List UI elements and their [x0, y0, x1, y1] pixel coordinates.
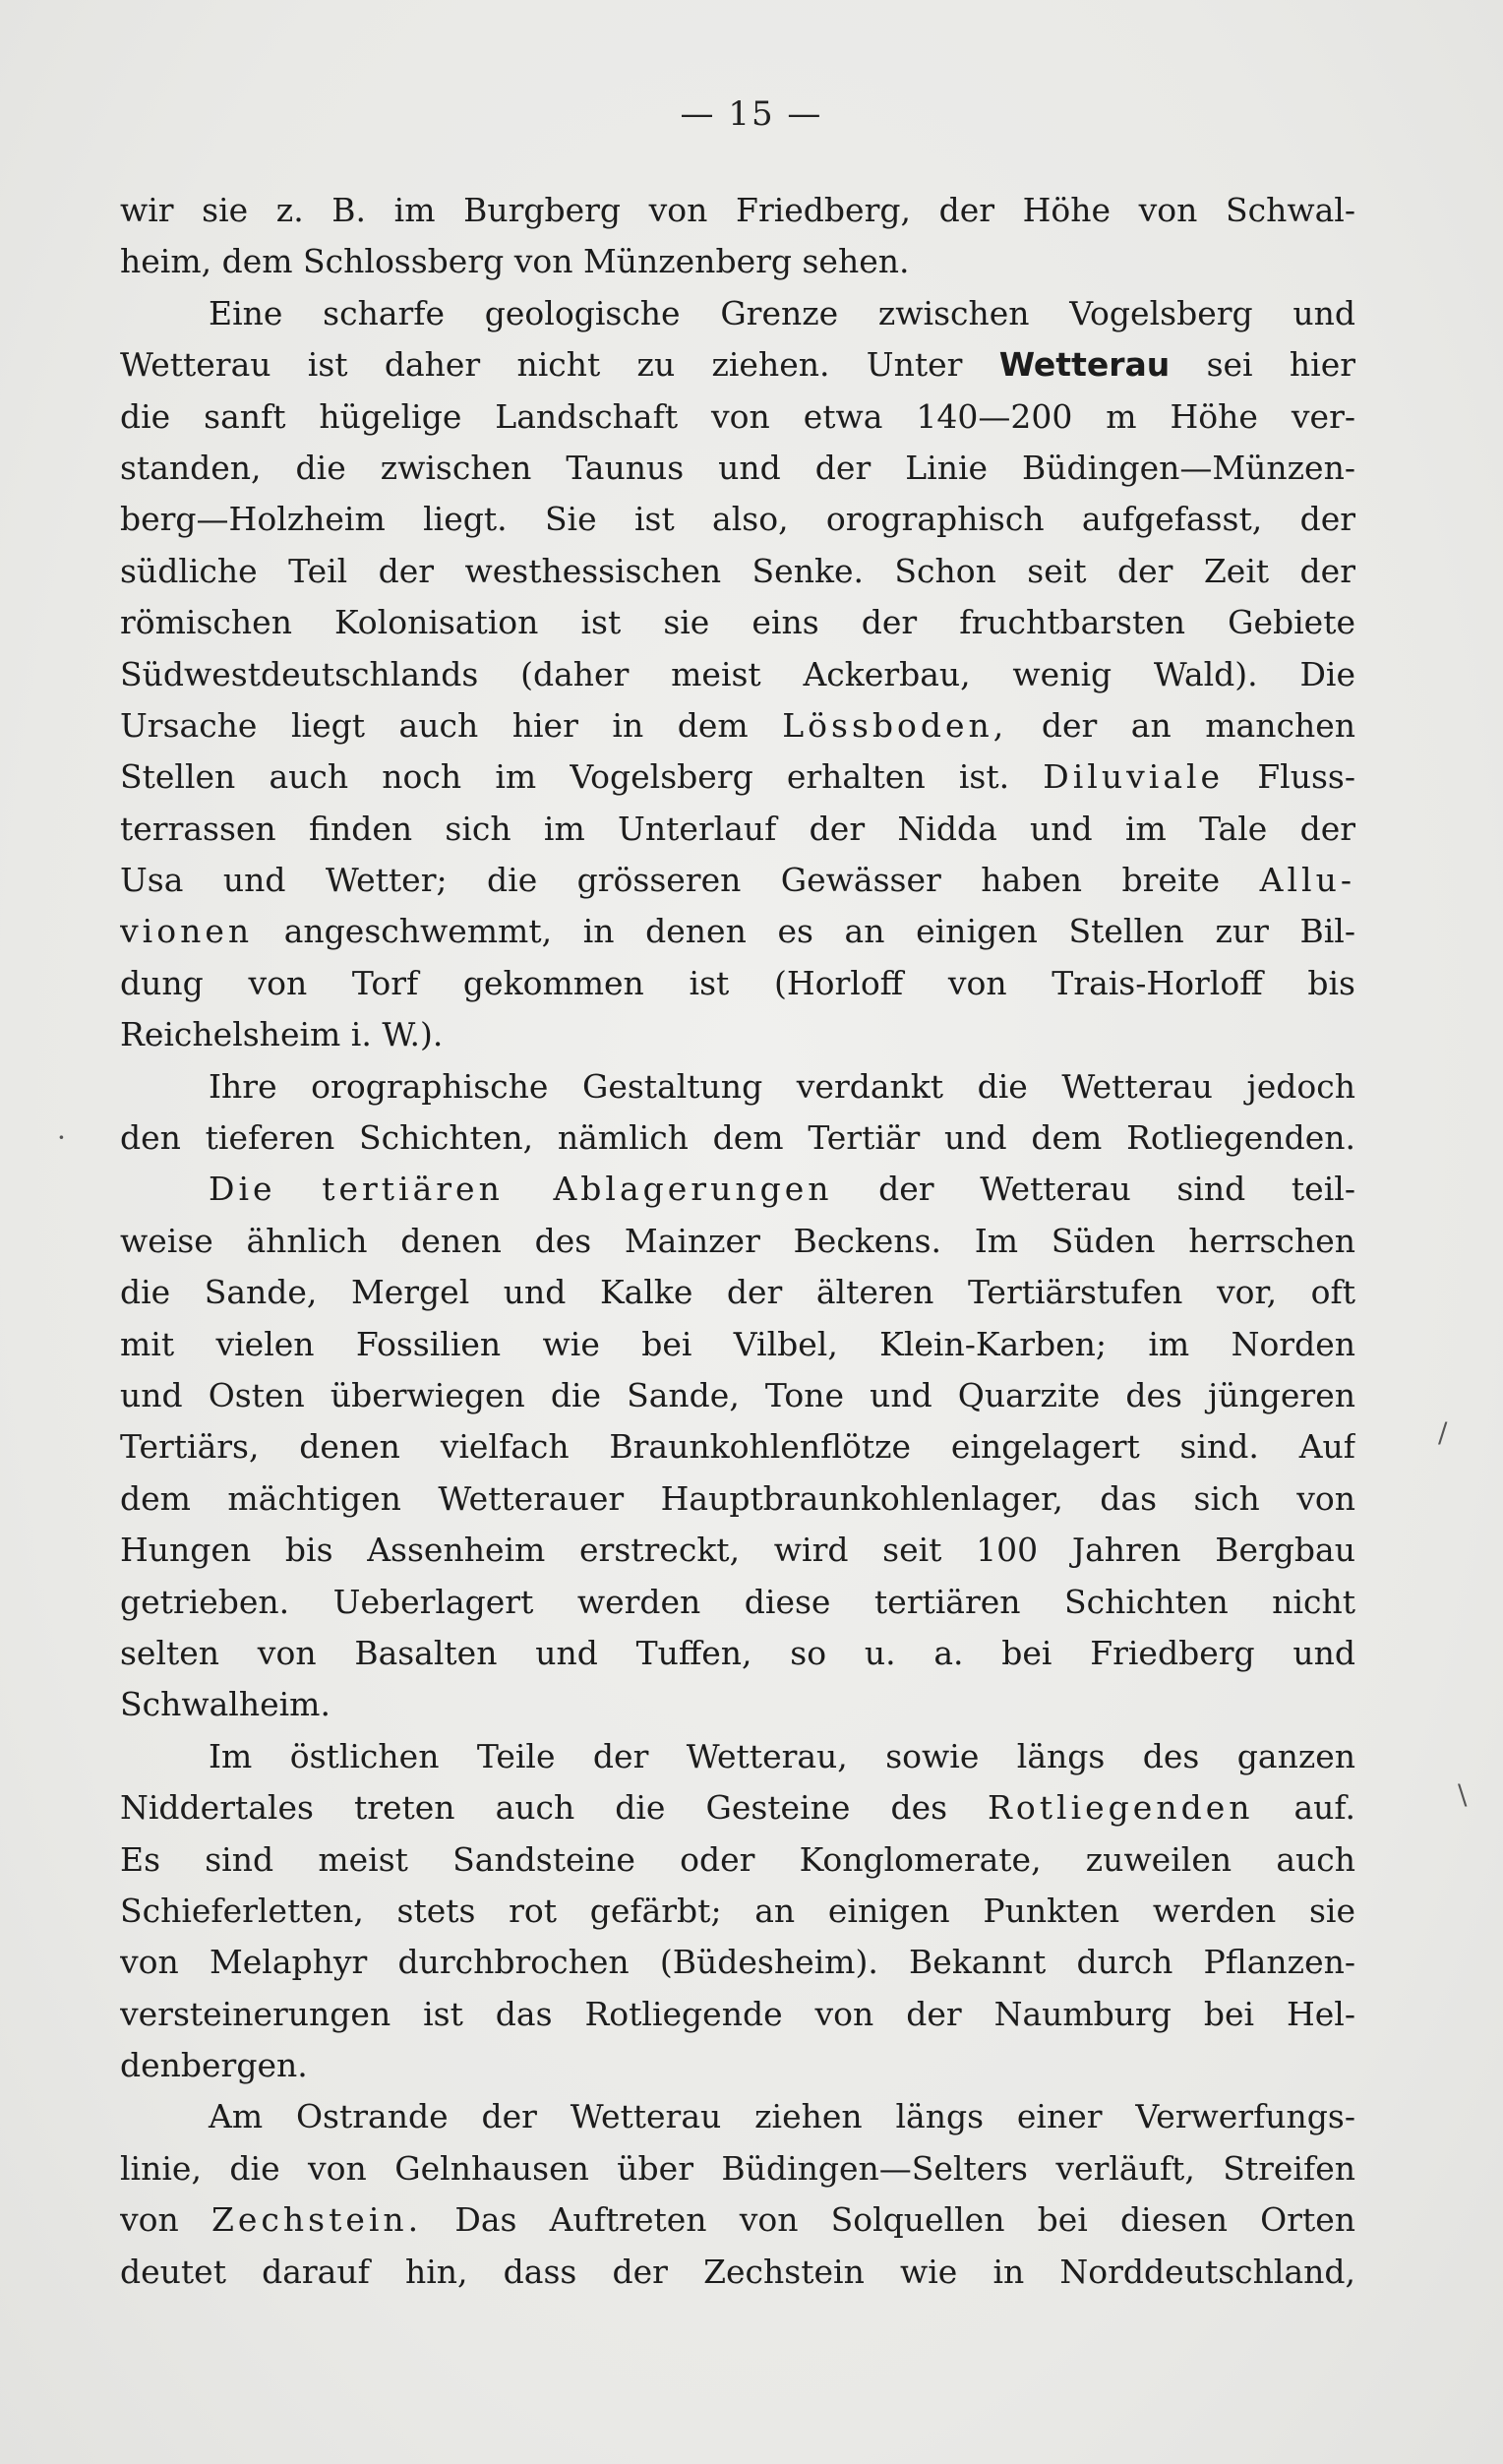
- text-line: römischen Kolonisation ist sie eins der fruchtbarsten Gebiete: [120, 603, 1355, 642]
- text-segment: Die: [209, 1170, 276, 1209]
- emphasis-term: Lössboden,: [782, 705, 1008, 745]
- text-segment: Stellen auch noch im Vogelsberg erhalten ist.: [120, 757, 1010, 797]
- text-line: deutet darauf hin, dass der Zechstein wie in Norddeutschland,: [120, 2252, 1355, 2291]
- text-line: Es sind meist Sandsteine oder Konglomerate, zuweilen auch: [120, 1839, 1355, 1879]
- text-line: [120, 2194, 1355, 2246]
- text-line: [120, 1731, 1355, 1782]
- margin-speck: /: [1438, 1416, 1448, 1449]
- text-segment: Im östlichen Teile der Wetterau, sowie längs des ganzen: [209, 1736, 1355, 1775]
- text-line: und Osten überwiegen die Sande, Tone und Quarzite des jüngeren: [120, 1375, 1355, 1414]
- emphasis-term: Diluviale: [1043, 757, 1225, 797]
- margin-speck: ·: [57, 1121, 66, 1154]
- text-line: südliche Teil der westhessischen Senke. Schon seit der Zeit der: [120, 551, 1355, 590]
- text-line: [120, 906, 1355, 957]
- text-line: [120, 339, 1355, 391]
- text-segment: Das Auftreten von Solquellen bei diesen Orten: [454, 2200, 1355, 2240]
- text-segment: auf.: [1293, 1788, 1355, 1828]
- text-segment: der an manchen: [1041, 705, 1355, 745]
- emphasis-term: tertiären Ablagerungen: [322, 1170, 833, 1209]
- text-line: [120, 751, 1355, 803]
- margin-speck: \: [1458, 1778, 1468, 1811]
- text-line: die Sande, Mergel und Kalke der älteren Tertiärstufen vor, oft: [120, 1273, 1355, 1312]
- text-segment: Eine scharfe geologische Grenze zwischen Vogelsberg und: [209, 293, 1355, 332]
- emphasis-term: Wetterau: [998, 345, 1171, 385]
- text-segment: der Wetterau sind teil-: [878, 1170, 1355, 1209]
- text-line: dem mächtigen Wetterauer Hauptbraunkohlenlager, das sich von: [120, 1478, 1355, 1518]
- emphasis-term: Rotliegenden: [988, 1788, 1254, 1828]
- text-segment: Wetterau ist daher nicht zu ziehen. Unter: [120, 345, 963, 385]
- text-segment: Ihre orographische Gestaltung verdankt die Wetterau jedoch: [209, 1066, 1355, 1106]
- text-line: Südwestdeutschlands (daher meist Ackerbau, wenig Wald). Die: [120, 654, 1355, 693]
- text-line: [120, 1061, 1355, 1112]
- text-line: [120, 855, 1355, 906]
- text-line: terrassen finden sich im Unterlauf der Nidda und im Tale der: [120, 809, 1355, 848]
- text-line: mit vielen Fossilien wie bei Vilbel, Klein-Karben; im Norden: [120, 1324, 1355, 1363]
- text-line: [120, 1782, 1355, 1833]
- text-segment: Niddertales treten auch die Gesteine des: [120, 1788, 948, 1828]
- text-line: Schieferletten, stets rot gefärbt; an einigen Punkten werden sie: [120, 1891, 1355, 1930]
- text-segment: Ursache liegt auch hier in dem: [120, 705, 749, 745]
- text-segment: sei hier: [1206, 345, 1355, 385]
- body-text: [120, 185, 1355, 2298]
- text-line: von Melaphyr durchbrochen (Büdesheim). Bekannt durch Pflanzen-: [120, 1943, 1355, 1982]
- text-line: [120, 700, 1355, 751]
- text-line: Tertiärs, denen vielfach Braunkohlenflötze eingelagert sind. Auf: [120, 1427, 1355, 1467]
- text-line: Schwalheim.: [120, 1685, 331, 1724]
- text-line: [120, 288, 1355, 339]
- text-line: wir sie z. B. im Burgberg von Friedberg, der Höhe von Schwal-: [120, 191, 1355, 229]
- text-line: weise ähnlich denen des Mainzer Beckens. Im Süden herrschen: [120, 1221, 1355, 1260]
- text-line: heim, dem Schlossberg von Münzenberg sehen.: [120, 242, 910, 281]
- text-segment: Fluss-: [1257, 757, 1355, 797]
- text-segment: Am Ostrande der Wetterau ziehen längs einer Verwerfungs-: [209, 2097, 1355, 2136]
- emphasis-term: Allu-: [1259, 861, 1355, 900]
- text-line: versteinerungen ist das Rotliegende von der Naumburg bei Hel-: [120, 1994, 1355, 2033]
- emphasis-term: vionen: [120, 912, 254, 951]
- text-line: denbergen.: [120, 2046, 308, 2085]
- text-line: berg—Holzheim liegt. Sie ist also, orographisch aufgefasst, der: [120, 500, 1355, 539]
- text-line: Hungen bis Assenheim erstreckt, wird seit 100 Jahren Bergbau: [120, 1531, 1355, 1570]
- text-line: Reichelsheim i. W.).: [120, 1015, 444, 1054]
- text-line: [120, 2091, 1355, 2142]
- emphasis-term: Zechstein.: [210, 2200, 423, 2240]
- text-line: linie, die von Gelnhausen über Büdingen—Selters verläuft, Streifen: [120, 2148, 1355, 2188]
- text-segment: von: [120, 2200, 179, 2240]
- text-line: dung von Torf gekommen ist (Horloff von Trais-Horloff bis: [120, 963, 1355, 1002]
- text-line: selten von Basalten und Tuffen, so u. a. bei Friedberg und: [120, 1633, 1355, 1672]
- text-line: [120, 1164, 1355, 1215]
- page-number: — 15 —: [680, 94, 823, 134]
- text-line: den tieferen Schichten, nämlich dem Tertiär und dem Rotliegenden.: [120, 1118, 1355, 1158]
- text-segment: angeschwemmt, in denen es an einigen Stellen zur Bil-: [283, 912, 1355, 951]
- text-line: die sanft hügelige Landschaft von etwa 140—200 m Höhe ver-: [120, 396, 1355, 436]
- text-line: getrieben. Ueberlagert werden diese tertiären Schichten nicht: [120, 1582, 1355, 1621]
- text-segment: Usa und Wetter; die grösseren Gewässer haben breite: [120, 861, 1221, 900]
- text-line: standen, die zwischen Taunus und der Linie Büdingen—Münzen-: [120, 448, 1355, 487]
